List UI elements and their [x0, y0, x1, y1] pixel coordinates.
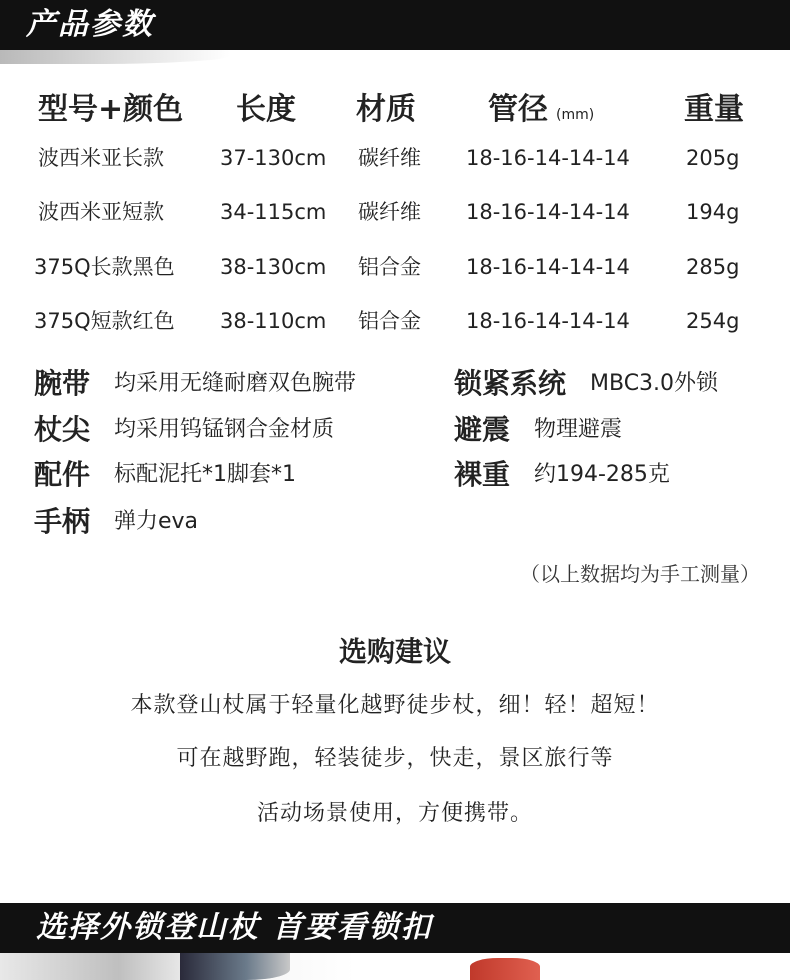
spec-value-shock: 物理避震 [534, 417, 623, 442]
section-title: 产品参数 [26, 7, 154, 42]
table-cell-material: 铝合金 [358, 255, 421, 279]
spec-value-wrist-strap: 均采用无缝耐磨双色腕带 [114, 371, 357, 396]
table-cell-weight: 285g [686, 255, 740, 279]
table-cell-diameter: 18-16-14-14-14 [466, 255, 630, 279]
table-cell-material: 碳纤维 [358, 200, 421, 224]
table-cell-diameter: 18-16-14-14-14 [466, 200, 630, 224]
table-cell-weight: 205g [686, 146, 740, 170]
table-cell-material: 铝合金 [358, 309, 421, 333]
table-cell-model: 375Q短款红色 [34, 309, 175, 333]
bottom-banner [0, 903, 790, 953]
bottom-banner-title: 选择外锁登山杖 首要看锁扣 [36, 910, 433, 945]
header-diameter: 管径 (mm) [488, 92, 595, 127]
product-image-fragment-red [470, 958, 540, 980]
measurement-note: （以上数据均为手工测量） [520, 562, 760, 586]
banner-swoosh-decoration [0, 50, 230, 64]
product-image-strip [0, 953, 790, 980]
spec-key-shock: 避震 [454, 413, 511, 446]
spec-key-bare-weight: 裸重 [454, 458, 511, 491]
spec-key-tip: 杖尖 [34, 413, 91, 446]
table-cell-model: 波西米亚长款 [38, 146, 164, 170]
spec-value-tip: 均采用钨锰钢合金材质 [114, 417, 335, 442]
header-diameter-unit: (mm) [556, 107, 595, 123]
table-cell-diameter: 18-16-14-14-14 [466, 309, 630, 333]
spec-value-lock-system: MBC3.0外锁 [590, 371, 719, 396]
advice-title: 选购建议 [338, 635, 451, 668]
table-cell-weight: 194g [686, 200, 740, 224]
spec-value-accessories: 标配泥托*1脚套*1 [114, 462, 296, 487]
advice-line: 本款登山杖属于轻量化越野徒步杖，细！轻！超短！ [130, 693, 660, 718]
advice-line: 可在越野跑，轻装徒步，快走，景区旅行等 [176, 746, 614, 771]
table-cell-model: 375Q长款黑色 [34, 255, 175, 279]
top-banner [0, 0, 790, 50]
spec-key-wrist-strap: 腕带 [34, 367, 91, 400]
header-model-color: 型号+颜色 [38, 92, 184, 127]
advice-line: 活动场景使用，方便携带。 [256, 801, 533, 826]
header-length: 长度 [236, 92, 296, 127]
product-image-fragment [180, 953, 290, 980]
table-cell-length: 38-110cm [220, 309, 327, 333]
header-material: 材质 [356, 92, 416, 127]
spec-value-handle: 弹力eva [114, 509, 199, 534]
table-cell-diameter: 18-16-14-14-14 [466, 146, 630, 170]
table-cell-model: 波西米亚短款 [38, 200, 164, 224]
table-cell-weight: 254g [686, 309, 740, 333]
table-cell-length: 37-130cm [220, 146, 327, 170]
header-weight: 重量 [684, 92, 744, 127]
spec-value-bare-weight: 约194-285克 [534, 462, 670, 487]
table-cell-length: 38-130cm [220, 255, 327, 279]
spec-key-accessories: 配件 [34, 458, 91, 491]
table-cell-length: 34-115cm [220, 200, 327, 224]
table-cell-material: 碳纤维 [358, 146, 421, 170]
spec-key-handle: 手柄 [34, 505, 91, 538]
spec-key-lock-system: 锁紧系统 [454, 367, 567, 400]
